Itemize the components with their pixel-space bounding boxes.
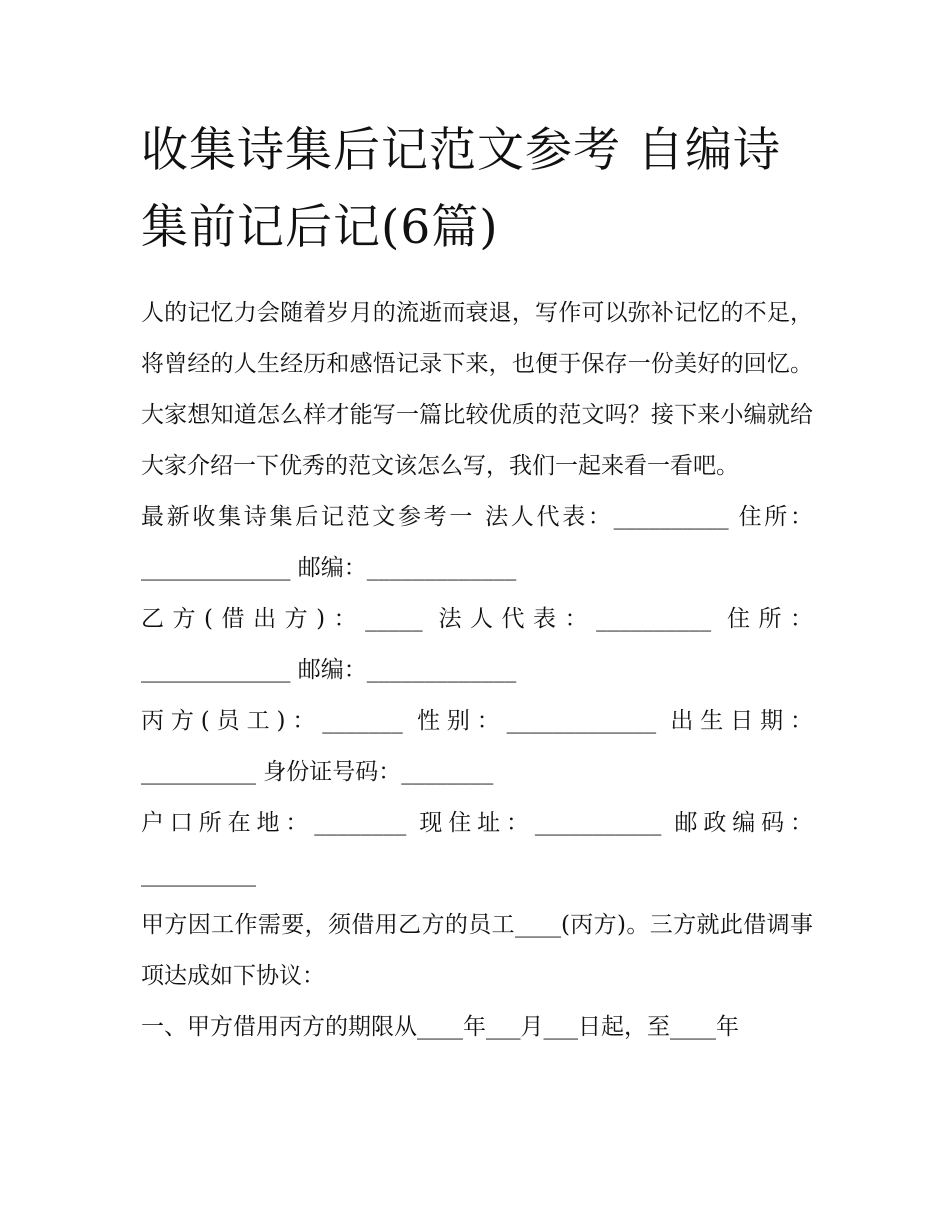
party-b-info: 乙方(借出方)：_____ 法人代表：__________ 住所：_____________ 邮编：_____________ (141, 606, 813, 683)
clause-one: 一、甲方借用丙方的期限从____年___月___日起，至____年 (141, 1014, 739, 1040)
residence-info: 户口所在地：________ 现住址：___________ 邮政编码：__________ (141, 810, 813, 887)
party-a-info: 最新收集诗集后记范文参考一 法人代表：__________ 住所：_____________ 邮编：_____________ (141, 504, 813, 581)
document-body (141, 288, 813, 1053)
document-title: 收集诗集后记范文参考 自编诗集前记后记(6篇) (141, 123, 781, 255)
party-c-info: 丙方(员工)：_______ 性别：_____________ 出生日期：__________ 身份证号码：________ (141, 708, 813, 785)
document-page (141, 112, 813, 1053)
agreement-preamble: 甲方因工作需要，须借用乙方的员工____(丙方)。三方就此借调事项达成如下协议： (141, 912, 813, 989)
intro-paragraph: 人的记忆力会随着岁月的流逝而衰退，写作可以弥补记忆的不足，将曾经的人生经历和感悟记录下来，也便于保存一份美好的回忆。大家想知道怎么样才能写一篇比较优质的范文吗？接下来小编就给大家介绍一下优秀的范文该怎么写，我们一起来看一看吧。 (141, 300, 813, 479)
